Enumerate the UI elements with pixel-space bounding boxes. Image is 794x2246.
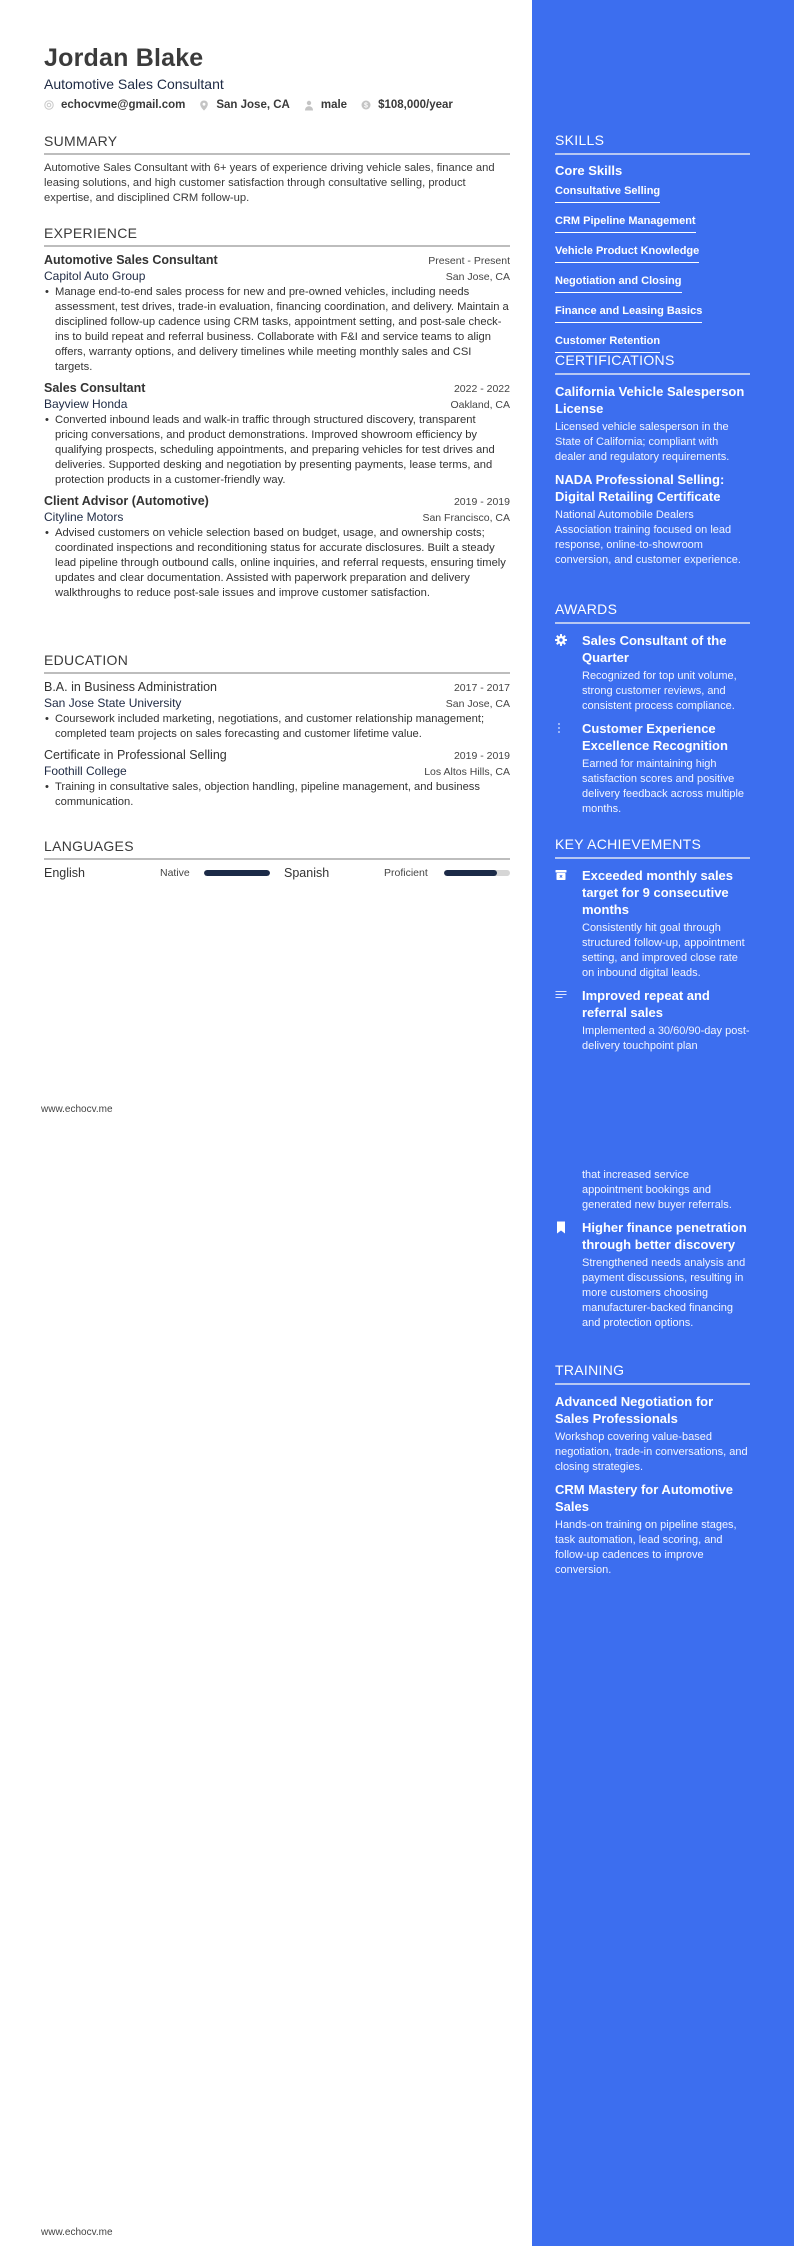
- job-dates: Present - Present: [428, 255, 510, 267]
- skill-item: Vehicle Product Knowledge: [555, 245, 699, 263]
- contact-gender-text: male: [320, 99, 348, 111]
- job-bullet: • Advised customers on vehicle selection based on budget, usage, and ownership costs; coordinated inspections and reconditioning status for accurate disclosures. Built a steady lead pipeline through outbound calls, online inquiries, and referral requests, ensuring timely updates and clear documentation. Assisted with paperwork preparation and delivery walkthroughs to reduce post-sale issues and improve customer satisfaction.: [44, 526, 510, 601]
- job-location: San Jose, CA: [445, 271, 510, 283]
- job-title: Client Advisor (Automotive): [44, 494, 209, 508]
- achievement-item: [555, 867, 750, 987]
- job-entry: [44, 253, 510, 375]
- school-location: Los Altos Hills, CA: [424, 766, 510, 778]
- achievements-section: [555, 836, 750, 1060]
- education-bullet-text: Training in consultative sales, objection handling, pipeline management, and business communication.: [55, 781, 480, 808]
- summary-heading: SUMMARY: [44, 133, 510, 155]
- location-pin-icon: [199, 100, 209, 110]
- achievement-title: Exceeded monthly sales target for 9 consecutive months: [582, 868, 734, 917]
- achievement-title: Improved repeat and referral sales: [582, 988, 710, 1020]
- contact-gender: [304, 99, 347, 111]
- summary-text: Automotive Sales Consultant with 6+ years of experience driving vehicle sales, finance and leasing solutions, and high customer satisfaction through consultative selling, product expertise, and disciplined CRM follow-up.: [44, 162, 495, 204]
- language-name: English: [44, 866, 85, 880]
- awards-section: [555, 601, 750, 823]
- award-item: [555, 720, 750, 823]
- skills-section: [555, 132, 750, 361]
- at-icon: [44, 100, 54, 110]
- contact-location: [199, 99, 290, 111]
- summary-section: [44, 133, 510, 206]
- contact-salary: [361, 99, 453, 111]
- footer-link[interactable]: www.echocv.me: [41, 2227, 113, 2238]
- experience-section: [44, 225, 510, 607]
- svg-text:$: $: [364, 102, 369, 110]
- experience-heading: EXPERIENCE: [44, 225, 510, 247]
- award-title: Customer Experience Excellence Recognition: [582, 721, 728, 753]
- certification-title: NADA Professional Selling: Digital Retailing Certificate: [555, 472, 725, 504]
- gear-icon: [555, 632, 582, 720]
- education-bullet-text: Coursework included marketing, negotiations, and customer relationship management; completed team projects on sales forecasting and customer lifetime value.: [55, 713, 485, 740]
- languages-heading: LANGUAGES: [44, 838, 510, 860]
- job-title: Automotive Sales Consultant: [44, 253, 218, 267]
- education-entry: [44, 748, 510, 810]
- achievement-item: [555, 1219, 750, 1337]
- award-item: [555, 632, 750, 720]
- language-item: [284, 866, 510, 880]
- job-bullet-text: Converted inbound leads and walk-in traffic through structured discovery, transparent pricing conversations, and product demonstrations. Improved showroom efficiency by qualifying prospects, scheduling appointments, and preparing vehicles for test drives and deliveries. Supported desking and negotiation by presenting payments, lease terms, and protection products in a customer-friendly way.: [55, 414, 495, 486]
- language-name: Spanish: [284, 866, 330, 880]
- degree: Certificate in Professional Selling: [44, 748, 227, 762]
- achievement-item-continued: [555, 1168, 750, 1219]
- certification-title: California Vehicle Salesperson License: [555, 384, 745, 416]
- language-proficiency-bar: [204, 870, 270, 876]
- job-entry: [44, 381, 510, 488]
- achievement-desc: Strengthened needs analysis and payment discussions, resulting in more customers choosing manufacturer-backed financing and protection options.: [582, 1257, 746, 1329]
- lines-icon: [555, 987, 582, 1060]
- job-location: Oakland, CA: [450, 399, 510, 411]
- job-bullet-text: Manage end-to-end sales process for new and pre-owned vehicles, including needs assessment, test drives, trade-in evaluation, financing coordination, and delivery. Maintain a disciplined follow-up cadence using CRM tasks, appointment setting, and post-sale check-ins to build repeat and referral business. Collaborate with F&I and service teams to align offers, warranty options, and delivery timelines while meeting monthly sales and CSI targets.: [55, 286, 509, 373]
- contact-salary-text: $108,000/year: [378, 99, 453, 111]
- training-title: Advanced Negotiation for Sales Professionals: [555, 1394, 714, 1426]
- job-dates: 2022 - 2022: [453, 383, 510, 395]
- certification-desc: Licensed vehicle salesperson in the State of California; compliant with dealer and regulatory requirements.: [555, 421, 730, 463]
- job-company: Capitol Auto Group: [44, 269, 146, 283]
- degree: B.A. in Business Administration: [44, 680, 217, 694]
- language-level: Proficient: [384, 867, 428, 879]
- candidate-name: Jordan Blake: [44, 44, 204, 72]
- job-bullet: • Manage end-to-end sales process for new and pre-owned vehicles, including needs assessment, test drives, trade-in evaluation, financing coordination, and delivery. Maintain a disciplined follow-up cadence using CRM tasks, appointment setting, and post-sale check-ins to build repeat and referral business. Collaborate with F&I and service teams to align offers, warranty options, and delivery timelines while meeting monthly sales and CSI targets.: [45, 286, 509, 373]
- skill-item: CRM Pipeline Management: [555, 215, 696, 233]
- achievement-item: [555, 987, 750, 1060]
- vertical-dots-icon: [555, 720, 582, 823]
- training-item: [555, 1481, 750, 1578]
- skill-item: Negotiation and Closing: [555, 275, 682, 293]
- education-dates: 2019 - 2019: [453, 750, 510, 762]
- training-section: [555, 1362, 750, 1584]
- contact-email-text: echocvme@gmail.com: [61, 99, 186, 111]
- job-company: Cityline Motors: [44, 510, 124, 524]
- achievement-desc: that increased service appointment bookings and generated new buyer referrals.: [582, 1169, 732, 1211]
- school-location: San Jose, CA: [445, 698, 510, 710]
- education-heading: EDUCATION: [44, 652, 510, 674]
- training-item: [555, 1393, 750, 1475]
- school: San Jose State University: [44, 696, 182, 710]
- certification-item: [555, 383, 750, 465]
- training-desc: Hands-on training on pipeline stages, task automation, lead scoring, and follow-up cadences to improve conversion.: [555, 1519, 737, 1576]
- contact-line: [44, 99, 467, 111]
- education-section: [44, 652, 510, 816]
- education-dates: 2017 - 2017: [453, 682, 510, 694]
- school: Foothill College: [44, 764, 127, 778]
- awards-heading: AWARDS: [555, 601, 750, 624]
- candidate-title: Automotive Sales Consultant: [44, 76, 224, 92]
- achievements-continued: [555, 1168, 750, 1337]
- achievement-title: Higher finance penetration through better discovery: [582, 1220, 747, 1252]
- skill-item: Customer Retention: [555, 335, 660, 353]
- award-title: Sales Consultant of the Quarter: [582, 633, 727, 665]
- language-item: [44, 866, 284, 880]
- award-desc: Recognized for top unit volume, strong customer reviews, and consistent process compliance.: [582, 670, 737, 712]
- contact-location-text: San Jose, CA: [216, 99, 290, 111]
- achievement-desc: Implemented a 30/60/90-day post-delivery touchpoint plan: [582, 1025, 750, 1052]
- bookmark-icon: [555, 1219, 582, 1337]
- education-entry: [44, 680, 510, 742]
- footer-link[interactable]: www.echocv.me: [41, 1104, 113, 1115]
- job-entry: [44, 494, 510, 601]
- education-bullet: • Coursework included marketing, negotiations, and customer relationship management; completed team projects on sales forecasting and customer lifetime value.: [44, 712, 510, 742]
- certifications-section: [555, 352, 750, 574]
- skill-item: Finance and Leasing Basics: [555, 305, 702, 323]
- job-dates: 2019 - 2019: [453, 496, 510, 508]
- award-desc: Earned for maintaining high satisfaction scores and positive delivery feedback across multiple months.: [582, 758, 745, 815]
- training-title: CRM Mastery for Automotive Sales: [555, 1482, 733, 1514]
- education-bullet: • Training in consultative sales, objection handling, pipeline management, and business communication.: [44, 780, 510, 810]
- job-company: Bayview Honda: [44, 397, 128, 411]
- training-heading: TRAINING: [555, 1362, 750, 1385]
- achievements-heading: KEY ACHIEVEMENTS: [555, 836, 750, 859]
- archive-box-icon: [555, 867, 582, 987]
- languages-section: [44, 838, 510, 880]
- job-location: San Francisco, CA: [422, 512, 510, 524]
- job-title: Sales Consultant: [44, 381, 146, 395]
- training-desc: Workshop covering value-based negotiation, trade-in conversations, and closing strategies.: [555, 1431, 748, 1473]
- skill-item: Consultative Selling: [555, 185, 660, 203]
- achievement-desc: Consistently hit goal through structured follow-up, appointment setting, and improved close rate on inbound digital leads.: [582, 922, 745, 979]
- certifications-heading: CERTIFICATIONS: [555, 352, 750, 375]
- language-proficiency-bar: [444, 870, 510, 876]
- dollar-icon: [361, 100, 371, 110]
- person-icon: [304, 100, 314, 110]
- certification-item: [555, 471, 750, 568]
- contact-email: [44, 99, 185, 111]
- skill-group-title: Core Skills: [555, 163, 623, 178]
- certification-desc: National Automobile Dealers Association training focused on lead response, online-to-showroom conversion, and customer experience.: [555, 509, 741, 566]
- language-level: Native: [160, 867, 190, 879]
- job-bullet-text: Advised customers on vehicle selection based on budget, usage, and ownership costs; coordinated inspections and reconditioning status for accurate disclosures. Built a steady lead pipeline through outbound calls, online inquiries, and referral requests, ensuring timely updates and clear documentation. Assisted with paperwork preparation and delivery walkthroughs to reduce post-sale issues and improve customer satisfaction.: [55, 527, 506, 599]
- skills-heading: SKILLS: [555, 132, 750, 155]
- job-bullet: • Converted inbound leads and walk-in traffic through structured discovery, transparent pricing conversations, and product demonstrations. Improved showroom efficiency by qualifying prospects, scheduling appointments, and preparing vehicles for test drives and deliveries. Supported desking and negotiation by presenting payments, lease terms, and protection products in a customer-friendly way.: [44, 413, 510, 488]
